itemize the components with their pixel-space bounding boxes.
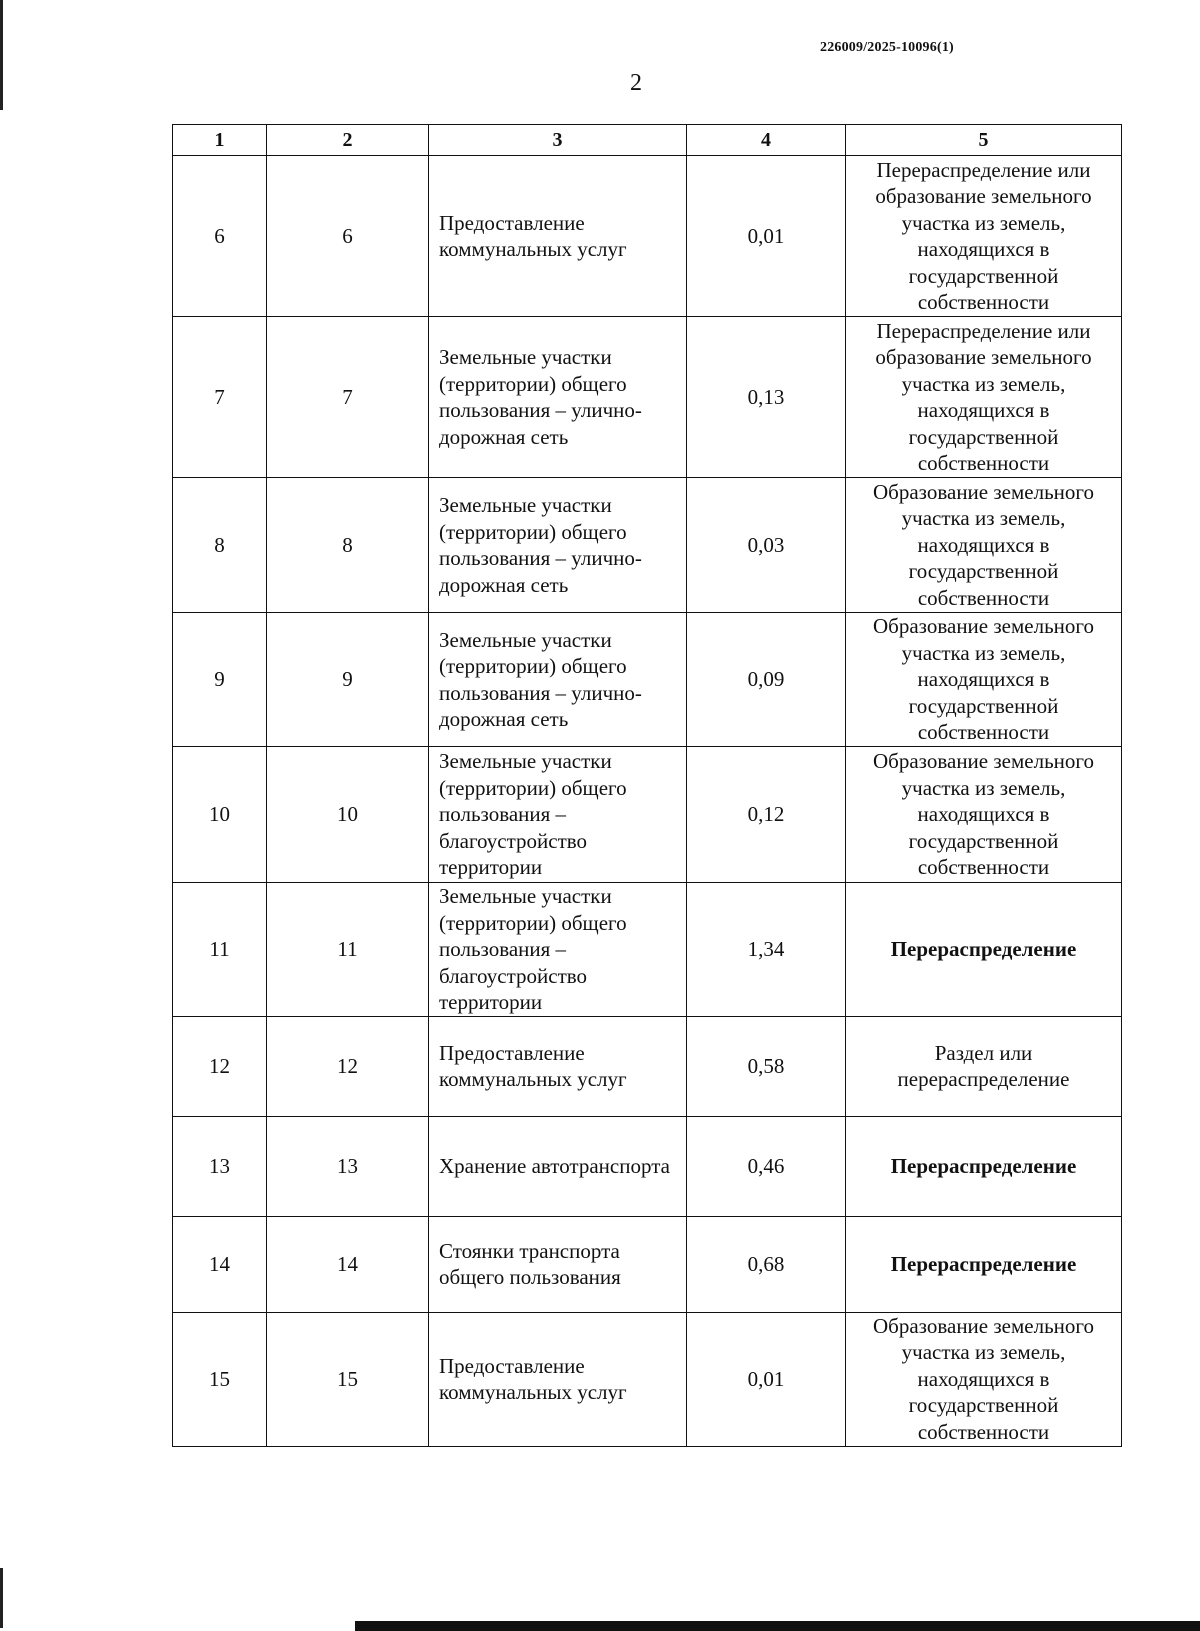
- cell-number: 10: [173, 747, 267, 883]
- table-row: [173, 1216, 1122, 1312]
- cell-formation-method: Образование земельного участка из земель, находящихся в государственной собственности: [846, 478, 1122, 613]
- table-row: [173, 1116, 1122, 1216]
- cell-permitted-use: Земельные участки (территории) общего пользования – улично-дорожная сеть: [429, 317, 687, 478]
- cell-plot-number: 8: [267, 478, 429, 613]
- scan-edge-line: [355, 1621, 1200, 1631]
- cell-plot-number: 7: [267, 317, 429, 478]
- cell-formation-method: Перераспределение: [846, 1216, 1122, 1312]
- cell-area: 0,01: [687, 156, 846, 317]
- cell-area: 0,46: [687, 1116, 846, 1216]
- cell-number: 11: [173, 883, 267, 1017]
- table-row: [173, 1016, 1122, 1116]
- column-header: 4: [687, 125, 846, 156]
- cell-plot-number: 6: [267, 156, 429, 317]
- land-plots-table: [172, 124, 1122, 1447]
- cell-plot-number: 15: [267, 1312, 429, 1446]
- cell-permitted-use: Предоставление коммунальных услуг: [429, 1312, 687, 1446]
- cell-number: 7: [173, 317, 267, 478]
- cell-plot-number: 11: [267, 883, 429, 1017]
- cell-formation-method: Перераспределение или образование земельного участка из земель, находящихся в государственной собственности: [846, 317, 1122, 478]
- cell-area: 0,12: [687, 747, 846, 883]
- cell-plot-number: 9: [267, 613, 429, 747]
- table-header-row: [173, 125, 1122, 156]
- column-header: 1: [173, 125, 267, 156]
- cell-number: 14: [173, 1216, 267, 1312]
- cell-area: 0,13: [687, 317, 846, 478]
- cell-plot-number: 13: [267, 1116, 429, 1216]
- column-header: 3: [429, 125, 687, 156]
- cell-area: 0,68: [687, 1216, 846, 1312]
- cell-permitted-use: Предоставление коммунальных услуг: [429, 1016, 687, 1116]
- cell-permitted-use: Земельные участки (территории) общего пользования – улично-дорожная сеть: [429, 478, 687, 613]
- cell-formation-method: Образование земельного участка из земель, находящихся в государственной собственности: [846, 1312, 1122, 1446]
- cell-plot-number: 14: [267, 1216, 429, 1312]
- cell-area: 0,01: [687, 1312, 846, 1446]
- cell-formation-method: Перераспределение или образование земельного участка из земель, находящихся в государственной собственности: [846, 156, 1122, 317]
- cell-area: 1,34: [687, 883, 846, 1017]
- table-row: [173, 156, 1122, 317]
- cell-area: 0,09: [687, 613, 846, 747]
- cell-number: 6: [173, 156, 267, 317]
- cell-permitted-use: Хранение автотранспорта: [429, 1116, 687, 1216]
- document-number: 226009/2025-10096(1): [820, 40, 954, 55]
- cell-area: 0,58: [687, 1016, 846, 1116]
- table-row: [173, 317, 1122, 478]
- cell-permitted-use: Земельные участки (территории) общего пользования – благоустройство территории: [429, 747, 687, 883]
- column-header: 5: [846, 125, 1122, 156]
- cell-number: 13: [173, 1116, 267, 1216]
- cell-plot-number: 10: [267, 747, 429, 883]
- cell-plot-number: 12: [267, 1016, 429, 1116]
- cell-number: 9: [173, 613, 267, 747]
- table-row: [173, 1312, 1122, 1446]
- cell-formation-method: Образование земельного участка из земель, находящихся в государственной собственности: [846, 613, 1122, 747]
- cell-permitted-use: Земельные участки (территории) общего пользования – улично-дорожная сеть: [429, 613, 687, 747]
- table-row: [173, 613, 1122, 747]
- cell-formation-method: Перераспределение: [846, 1116, 1122, 1216]
- cell-number: 8: [173, 478, 267, 613]
- table-row: [173, 883, 1122, 1017]
- table-row: [173, 478, 1122, 613]
- cell-number: 15: [173, 1312, 267, 1446]
- cell-formation-method: Перераспределение: [846, 883, 1122, 1017]
- page-number: 2: [630, 70, 642, 96]
- scan-edge-line: [0, 1568, 3, 1628]
- cell-permitted-use: Предоставление коммунальных услуг: [429, 156, 687, 317]
- cell-formation-method: Раздел или перераспределение: [846, 1016, 1122, 1116]
- cell-area: 0,03: [687, 478, 846, 613]
- cell-number: 12: [173, 1016, 267, 1116]
- cell-formation-method: Образование земельного участка из земель, находящихся в государственной собственности: [846, 747, 1122, 883]
- scan-edge-line: [0, 0, 3, 110]
- column-header: 2: [267, 125, 429, 156]
- cell-permitted-use: Земельные участки (территории) общего пользования – благоустройство территории: [429, 883, 687, 1017]
- cell-permitted-use: Стоянки транспорта общего пользования: [429, 1216, 687, 1312]
- table-row: [173, 747, 1122, 883]
